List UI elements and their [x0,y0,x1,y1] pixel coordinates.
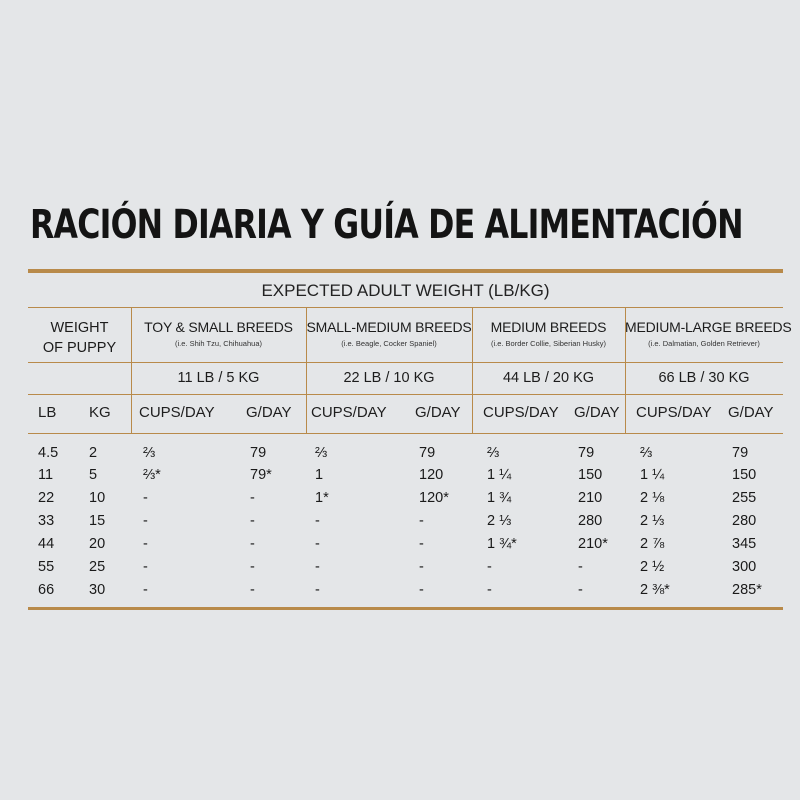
col-header-gday-2: G/DAY [574,404,620,421]
row-cups-3: 2 ⅛ [640,490,665,506]
col-header-lb: LB [38,404,57,421]
row-cups-3: 2 ½ [640,559,665,575]
table-top-rule [28,269,783,273]
row-cups-3: 2 ⅓ [640,513,665,529]
row-gday-1: - [419,536,424,552]
row-gday-0: - [250,582,255,598]
row-gday-2: 280 [578,513,603,529]
row-gday-3: 255 [732,490,757,506]
row-cups-3: 2 ⅞ [640,536,665,552]
row-gday-0: 79 [250,445,267,461]
breed-name-1: SMALL-MEDIUM BREEDS [306,319,472,335]
row-cups-2: 1 ¾* [487,536,517,552]
row-kg: 15 [89,513,106,529]
row-kg: 5 [89,467,98,483]
row-gday-2: - [578,559,583,575]
expected-adult-weight-header: EXPECTED ADULT WEIGHT (LB/KG) [261,281,550,300]
breed-examples-1: (i.e. Beagle, Cocker Spaniel) [341,339,437,348]
row-gday-3: 150 [732,467,757,483]
adult-weight-2: 44 LB / 20 KG [502,370,595,386]
row-gday-3: 280 [732,513,757,529]
page-title: RACIÓN DIARIA Y GUÍA DE ALIMENTACIÓN [30,202,743,248]
row-cups-2: - [487,582,492,598]
row-cups-0: - [143,513,148,529]
row-cups-1: ⅔ [315,445,328,461]
breed-examples-0: (i.e. Shih Tzu, Chihuahua) [175,339,262,348]
row-gday-2: 210 [578,490,603,506]
row-cups-1: - [315,559,320,575]
row-gday-0: - [250,490,255,506]
row-cups-3: 1 ¼ [640,467,665,483]
weight-of-puppy-header-line1: WEIGHT [50,320,109,336]
row-cups-1: - [315,536,320,552]
row-cups-0: - [143,582,148,598]
row-cups-2: 1 ¼ [487,467,512,483]
row-kg: 25 [89,559,106,575]
row-gday-3: 79 [732,445,749,461]
row-cups-0: - [143,490,148,506]
row-gday-1: 79 [419,445,436,461]
col-header-gday-3: G/DAY [728,404,774,421]
row-gday-2: - [578,582,583,598]
table-divider-h [28,307,783,308]
breed-name-2: MEDIUM BREEDS [490,319,607,335]
row-gday-2: 79 [578,445,595,461]
row-kg: 20 [89,536,106,552]
row-lb: 4.5 [38,445,59,461]
col-header-cups-1: CUPS/DAY [311,404,387,421]
row-cups-0: ⅔ [143,445,156,461]
row-gday-1: - [419,559,424,575]
row-gday-0: - [250,513,255,529]
row-kg: 10 [89,490,106,506]
row-cups-1: - [315,582,320,598]
row-lb: 33 [38,513,55,529]
row-gday-2: 150 [578,467,603,483]
breed-name-3: MEDIUM-LARGE BREEDS [625,319,792,335]
adult-weight-3: 66 LB / 30 KG [658,370,750,386]
row-lb: 55 [38,559,55,575]
breed-examples-3: (i.e. Dalmatian, Golden Retriever) [648,339,760,348]
row-lb: 66 [38,582,55,598]
row-cups-3: ⅔ [640,445,653,461]
row-gday-2: 210* [578,536,608,552]
row-lb: 11 [38,467,54,483]
row-cups-2: 2 ⅓ [487,513,512,529]
col-header-cups-2: CUPS/DAY [483,404,559,421]
adult-weight-1: 22 LB / 10 KG [343,370,435,386]
row-cups-2: 1 ¾ [487,490,512,506]
row-cups-0: - [143,536,148,552]
row-cups-2: - [487,559,492,575]
row-gday-3: 345 [732,536,757,552]
row-cups-3: 2 ⅜* [640,582,670,598]
row-gday-1: 120 [419,467,444,483]
table-divider-h [28,433,783,434]
row-cups-1: 1 [315,467,324,483]
breed-examples-2: (i.e. Border Collie, Siberian Husky) [490,339,607,348]
row-gday-3: 285* [732,582,762,598]
col-header-cups-3: CUPS/DAY [636,404,712,421]
row-lb: 44 [38,536,55,552]
row-cups-2: ⅔ [487,445,500,461]
table-divider-h [28,362,783,363]
row-lb: 22 [38,490,55,506]
row-gday-0: 79* [250,467,272,483]
row-cups-1: - [315,513,320,529]
row-kg: 2 [89,445,98,461]
row-gday-0: - [250,536,255,552]
row-gday-1: - [419,582,424,598]
col-header-cups-0: CUPS/DAY [139,404,215,421]
breed-name-0: TOY & SMALL BREEDS [144,319,293,335]
row-gday-1: - [419,513,424,529]
row-cups-0: ⅔* [143,467,161,483]
row-cups-1: 1* [315,490,329,506]
table-divider-h [28,394,783,395]
weight-of-puppy-header-line2: OF PUPPY [42,340,117,356]
row-gday-3: 300 [732,559,757,575]
col-header-gday-1: G/DAY [415,404,461,421]
col-header-gday-0: G/DAY [246,404,292,421]
col-header-kg: KG [89,404,111,421]
adult-weight-0: 11 LB / 5 KG [177,370,260,386]
table-bottom-rule [28,607,783,610]
row-gday-1: 120* [419,490,449,506]
row-cups-0: - [143,559,148,575]
row-kg: 30 [89,582,106,598]
row-gday-0: - [250,559,255,575]
